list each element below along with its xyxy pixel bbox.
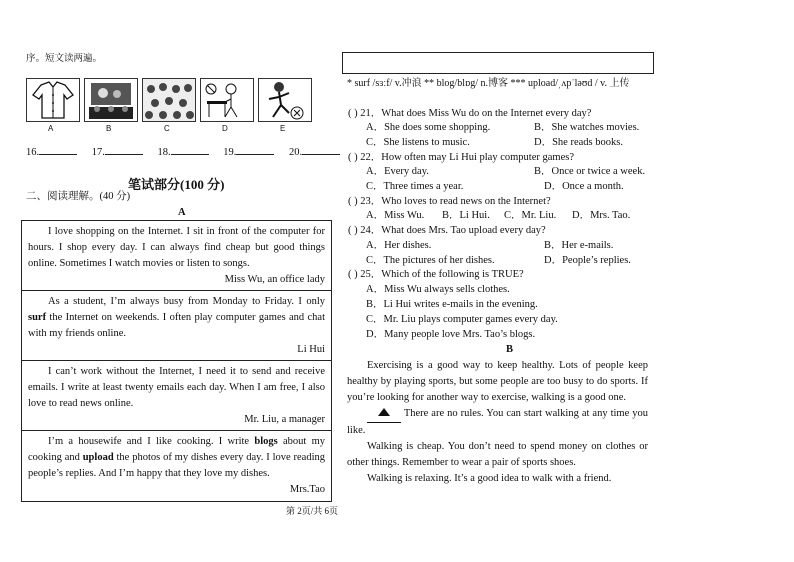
- question-option[interactable]: C．Three times a year.: [366, 181, 464, 192]
- question-option[interactable]: B．Once or twice a week.: [534, 166, 646, 177]
- passage-a-table: [21, 220, 332, 502]
- passage-b: [347, 358, 648, 487]
- question-option[interactable]: A．She does some shopping.: [366, 122, 491, 133]
- answer-blank[interactable]: [39, 144, 77, 155]
- entry-signature: Miss Wu, an office lady: [224, 274, 325, 285]
- question-option[interactable]: D．People’s replies.: [544, 255, 631, 266]
- crowd-icon: [142, 78, 196, 122]
- passage-b-paragraph: Exercising is a good way to keep healthy. Lots of people keep healthy by playing sports, but some people are too busy to do sports. If you’re looking for another way to exercise, walking is a good one.: [347, 360, 648, 403]
- question-option[interactable]: D．Mrs. Tao.: [572, 210, 631, 221]
- passage-a-entry: [22, 361, 331, 431]
- passage-a-entry: [22, 221, 331, 291]
- blank-number: 16.: [26, 147, 40, 158]
- header-box: [342, 52, 654, 74]
- cinema-icon: [84, 78, 138, 122]
- question-stem: ( ) 23．Who loves to read news on the Internet?: [348, 196, 551, 207]
- answer-blank[interactable]: [171, 144, 209, 155]
- question-option[interactable]: A．Miss Wu.: [366, 210, 425, 221]
- blank-triangle-icon[interactable]: [367, 406, 401, 423]
- intro-text: 序。短文读两遍。: [26, 54, 103, 64]
- question-option[interactable]: A．Miss Wu always sells clothes.: [366, 284, 510, 295]
- question-option[interactable]: C．The pictures of her dishes.: [366, 255, 495, 266]
- question-option[interactable]: A．Her dishes.: [366, 240, 432, 251]
- blank-number: 17.: [91, 147, 105, 158]
- question-option[interactable]: B．Li Hui.: [442, 210, 490, 221]
- question-stem: ( ) 22．How often may Li Hui play computer games?: [348, 152, 574, 163]
- keyword: blogs: [254, 436, 278, 447]
- keyword: surf: [28, 312, 47, 323]
- question-option[interactable]: A．Every day.: [366, 166, 429, 177]
- picture-label: A: [48, 124, 54, 133]
- answer-blank[interactable]: [302, 144, 340, 155]
- question-option[interactable]: D．She reads books.: [534, 137, 623, 148]
- keyword: upload: [82, 452, 114, 463]
- answer-blank[interactable]: [236, 144, 274, 155]
- question-option[interactable]: B．Her e-mails.: [544, 240, 614, 251]
- question-option[interactable]: C．She listens to music.: [366, 137, 470, 148]
- picture-label: B: [106, 124, 112, 133]
- passage-b-label: B: [506, 344, 514, 355]
- question-stem: ( ) 24．What does Mrs. Tao upload every day?: [348, 225, 546, 236]
- entry-text: I can’t work without the Internet, I need it to send and receive emails. I write at least twenty emails each day. When I am free, I also love to read news online.: [28, 366, 325, 409]
- question-option[interactable]: D．Many people love Mrs. Tao’s blogs.: [366, 329, 536, 340]
- entry-signature: Mr. Liu, a manager: [244, 414, 325, 425]
- passage-b-paragraph: Walking is relaxing. It’s a good idea to walk with a friend.: [367, 473, 612, 484]
- blank-number: 20.: [289, 147, 303, 158]
- passage-a-entry: [22, 431, 331, 510]
- shirt-icon: [26, 78, 80, 122]
- reading-section-heading: 二、阅读理解。(40 分): [26, 191, 131, 202]
- answer-blank[interactable]: [105, 144, 143, 155]
- written-section-title: 笔试部分(100 分): [128, 177, 225, 192]
- passage-b-paragraph: There are no rules. You can start walking at any time you like.: [347, 408, 648, 436]
- passage-a-entry: [22, 291, 331, 361]
- question-option[interactable]: D．Once a month.: [544, 181, 624, 192]
- picture-label: D: [222, 124, 228, 133]
- answer-blanks: [26, 144, 340, 160]
- entry-text: I love shopping on the Internet. I sit in front of the computer for hours. I shop every day. I can always find cheap but good things online. Sometimes I watch movies or listen to songs.: [28, 226, 325, 269]
- picture-label: C: [164, 124, 170, 133]
- blank-number: 18.: [157, 147, 171, 158]
- glossary: * surf /sɜːf/ v.冲浪 ** blog/blɒg/ n.博客 *** upload/ˌʌpˈləʊd / v. 上传: [347, 78, 630, 89]
- question-option[interactable]: B．She watches movies.: [534, 122, 640, 133]
- entry-text: As a student, I’m always busy from Monday to Friday. I only surf the Internet on weekends. I often play computer games and chat with my friends online.: [28, 296, 325, 339]
- blank-number: 19.: [223, 147, 237, 158]
- picture-label: E: [280, 124, 286, 133]
- entry-text: I’m a housewife and I like cooking. I write blogs about my cooking and upload the photos of my dishes every day. I love reading people’s replies. And I’m happy that they love my dishes.: [28, 436, 325, 479]
- soccer-icon: [258, 78, 312, 122]
- entry-signature: Mrs.Tao: [289, 484, 325, 495]
- desk-icon: [200, 78, 254, 122]
- page-footer: 第 2页/共 6页: [286, 506, 339, 516]
- passage-b-paragraph: Walking is cheap. You don’t need to spend money on clothes or other things. Remember to wear a pair of sports shoes.: [347, 441, 648, 468]
- question-stem: ( ) 21．What does Miss Wu do on the Internet every day?: [348, 108, 592, 119]
- question-stem: ( ) 25．Which of the following is TRUE?: [348, 269, 524, 280]
- question-option[interactable]: C．Mr. Liu plays computer games every day.: [366, 314, 558, 325]
- question-option[interactable]: B．Li Hui writes e-mails in the evening.: [366, 299, 538, 310]
- passage-a-label: A: [178, 207, 186, 218]
- entry-signature: Li Hui: [297, 344, 325, 355]
- question-option[interactable]: C．Mr. Liu.: [504, 210, 557, 221]
